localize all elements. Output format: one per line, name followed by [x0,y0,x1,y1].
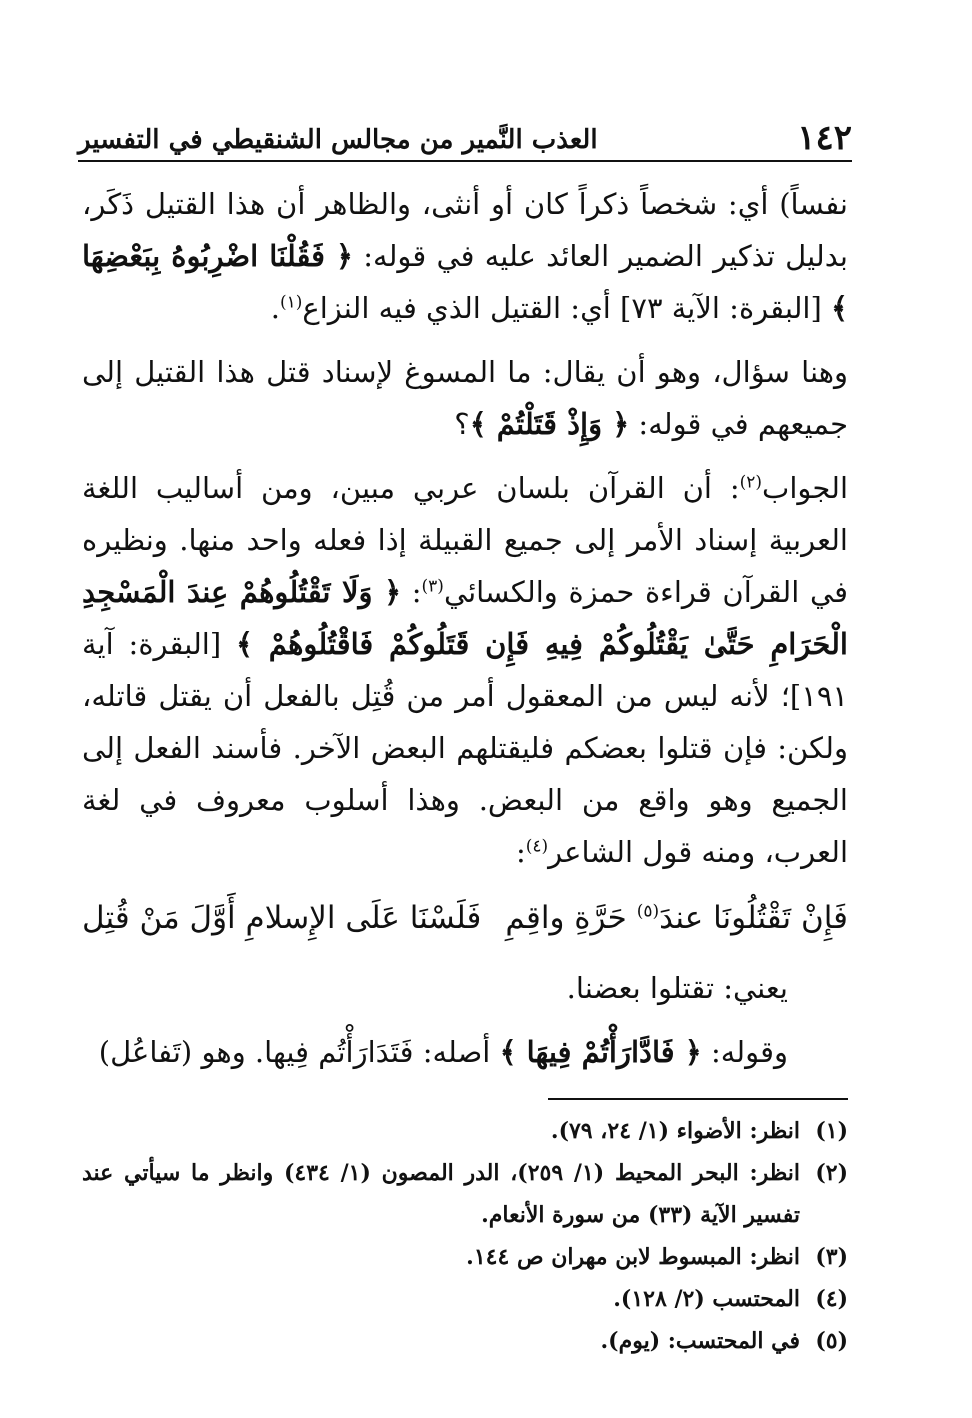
text-run: أصله: فَتَدَارَأْتُم فِيها. وهو (تَفاعُل) [98,1035,500,1069]
footnote-ref[interactable]: (٤) [525,836,549,857]
text-run: وهنا سؤال، وهو أن يقال: ما المسوغ لإسناد قتل هذا القتيل إلى جميعهم في قوله: [82,355,848,441]
footnotes [82,1098,848,1362]
footnote-number: (١) [815,1118,848,1144]
footnote-ref[interactable]: (٥) [636,901,660,922]
text-run: : أن القرآن بلسان عربي مبين، ومن أساليب اللغة العربية إسناد الأمر إلى جميع القبيلة إذا فعله واحد منها. ونظيره في القرآن قراءة حمزة والكسائي [82,471,848,609]
footnote-item [82,1110,848,1152]
footnote-number: (٤) [815,1286,848,1312]
poem-second-hemistich: فَلَسْنَا عَلَى الإِسلامِ أَوَّلَ مَنْ قُتِل [82,900,482,936]
text-run: . [270,291,280,325]
footnote-ref[interactable]: (٢) [739,472,763,493]
footnote-item [82,1278,848,1320]
quran-verse: ﴿ وَلَا تَقْتُلُوهُمْ عِندَ الْمَسْجِدِ الْحَرَامِ حَتَّىٰ يَقْتُلُوكُمْ فِيهِ فَإِن قَتَلُوكُمْ فَاقْتُلُوهُمْ ﴾ [82,575,848,661]
footnote-item [82,1152,848,1236]
footnote-text: انظر: الأضواء (١/ ٢٤، ٧٩). [550,1118,800,1144]
footnote-number: (٥) [815,1328,848,1354]
footnote-item [82,1236,848,1278]
text-run: فَإِنْ تَقْتُلُونَا عندَ [659,900,848,936]
footnote-divider [548,1098,848,1100]
text-run: نفساً) أي: شخصاً ذكراً كان أو أنثى، والظاهر أن هذا القتيل ذَكَر، بدليل تذكير الضمير العائد عليه في قوله: [82,187,848,273]
text-run: الجواب [762,471,848,505]
text-run: : [515,835,526,869]
quran-verse: ﴿ فَقُلْنَا اضْرِبُوهُ بِبَعْضِهَا ﴾ [82,239,848,325]
footnote-text: المحتسب (٢/ ١٢٨). [613,1286,800,1312]
paragraph-4: يعني: تقتلوا بعضنا. [566,971,788,1005]
poem-verse [82,890,848,946]
footnote-ref[interactable]: (٣) [421,576,444,597]
quran-verse: ﴿ وَإِذْ قَتَلْتُمْ ﴾ [469,407,630,441]
page-number: ١٤٢ [797,118,852,158]
poem-first-hemistich [505,890,848,946]
footnote-text: في المحتسب: (يوم). [600,1328,800,1354]
text-run: [البقرة: آية ١٩١]؛ لأنه ليس من المعقول أمر من قُتِل بالفعل أن يقتل قاتله، ولكن: فإن قتلوا بعضكم فليقتلهم البعض الآخر. فأسند الفعل إلى الجميع وهو واقع من البعض. وهذا أسلوب معروف في لغة العرب، ومنه قول الشاعر [82,627,848,869]
paragraph-3 [82,462,848,878]
running-title: العذب النَّمير من مجالس الشنقيطي في التفسير [78,125,598,155]
footnote-text: انظر: البحر المحيط (١/ ٢٥٩)، الدر المصون (١/ ٤٣٤) وانظر ما سيأتي عند تفسير الآية (٣٣) من سورة الأنعام. [82,1160,800,1228]
text-run: وقوله: [701,1035,788,1069]
text-run: ؟ [454,407,470,441]
footnote-item [82,1320,848,1362]
quran-verse: ﴿ فَادَّارَأْتُمْ فِيهَا ﴾ [499,1035,702,1069]
footnote-number: (٣) [815,1244,848,1270]
text-run: : [401,575,422,609]
paragraph-5 [82,1026,848,1078]
footnote-text: انظر: المبسوط لابن مهران ص ١٤٤. [466,1244,800,1270]
page-header [78,110,852,162]
paragraph-2 [82,346,848,450]
text-run: [البقرة: الآية ٧٣] أي: القتيل الذي فيه النزاع [302,291,831,325]
text-run: حَرَّةِ واقِمِ [505,900,637,936]
footnote-ref[interactable]: (١) [280,292,303,313]
paragraph-1 [82,178,848,334]
footnote-number: (٢) [815,1160,848,1186]
main-text [82,178,848,1090]
